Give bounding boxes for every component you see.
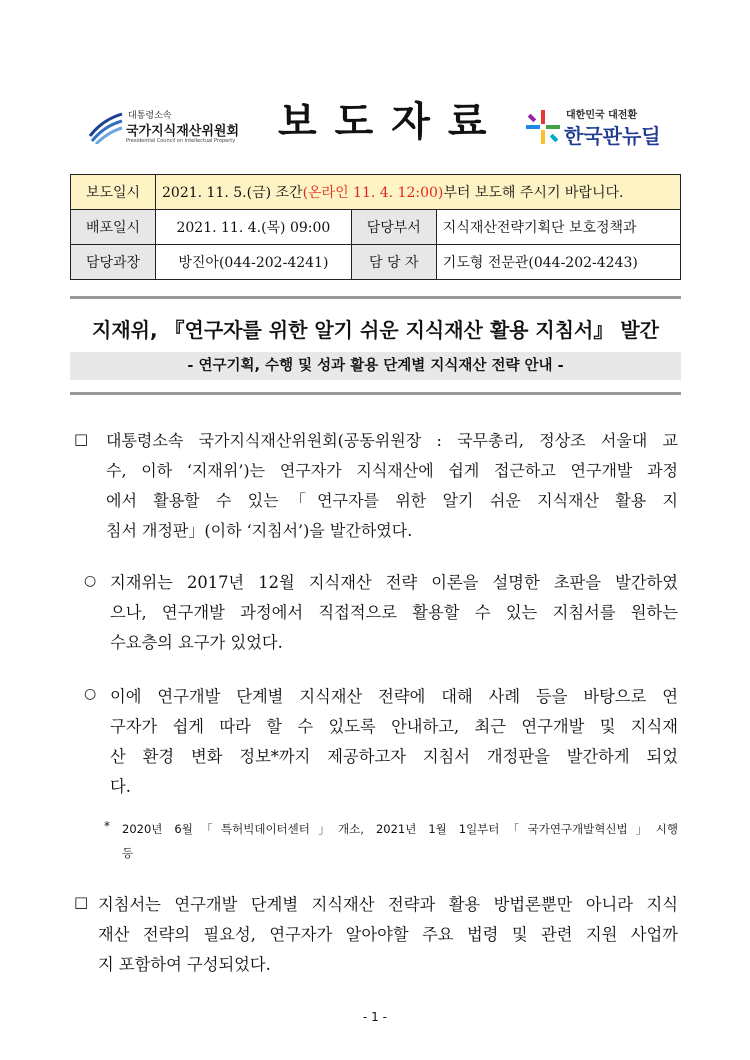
paragraph-line: 으나, 연구개발 과정에서 직접적으로 활용할 수 있는 지침서를 원하는 [110, 603, 678, 622]
manager-value: 방진아(044-202-4241) [156, 245, 352, 280]
manager-label: 담당과장 [71, 245, 156, 280]
page-number: - 1 - [363, 1010, 387, 1024]
release-info-table [70, 174, 681, 280]
paragraph-line: 침서 개정판」(이하 ‘지침서’)을 발간하였다. [106, 521, 413, 540]
square-bullet-icon: □ [74, 430, 89, 448]
headline-top-rule [70, 296, 681, 299]
council-logo-name: 국가지식재산위원회 [126, 124, 240, 139]
distribution-date-value: 2021. 11. 4.(목) 09:00 [156, 210, 352, 245]
new-deal-logo [524, 104, 674, 154]
online-release-time: (온라인 11. 4. 12:00) [302, 185, 444, 201]
circle-bullet-icon: ○ [84, 686, 97, 702]
council-logo-english: Presidential Council on Intellectual Property [126, 138, 236, 144]
paragraph-line: 지재위는 2017년 12월 지식재산 전략 이론을 설명한 초판을 발간하였 [110, 573, 678, 592]
circle-bullet-icon: ○ [84, 573, 97, 589]
footnote-line: 2020년 6월「특허빅데이터센터」개소, 2021년 1월 1일부터「국가연구개발혁신법」시행 [122, 822, 678, 836]
subheadline: - 연구기획, 수행 및 성과 활용 단계별 지식재산 전략 안내 - [70, 352, 681, 380]
header [0, 88, 750, 178]
paragraph-line: 수, 이하 ‘지재위’)는 연구자가 지식재산에 쉽게 접근하고 연구개발 과정 [106, 461, 678, 480]
paragraph-line: 구자가 쉽게 따라 할 수 있도록 안내하고, 최근 연구개발 및 지식재 [110, 717, 678, 736]
page-title: 보도자료 [278, 99, 505, 145]
paragraph-1 [106, 426, 678, 546]
paragraph-line: 수요층의 요구가 있었다. [110, 633, 283, 652]
department-label: 담당부서 [351, 210, 436, 245]
department-value: 지식재산전략기획단 보호정책과 [436, 210, 680, 245]
council-logo [88, 106, 258, 156]
paragraph-2 [110, 568, 678, 658]
distribution-row [71, 210, 681, 245]
paragraph-line: 에서 활용할 수 있는「연구자를 위한 알기 쉬운 지식재산 활용 지 [106, 491, 678, 510]
paragraph-line: 지 포함하여 구성되었다. [98, 955, 271, 974]
council-logo-line1: 대통령소속 [128, 111, 172, 121]
new-deal-name: 한국판뉴딜 [564, 124, 661, 148]
square-bullet-icon: □ [74, 893, 89, 911]
headline: 지재위, 『연구자를 위한 알기 쉬운 지식재산 활용 지침서』 발간 [92, 318, 659, 342]
new-deal-slogan: 대한민국 대전환 [566, 110, 638, 121]
new-deal-emblem-icon [524, 108, 562, 148]
release-date-label: 보도일시 [71, 175, 156, 210]
distribution-date-label: 배포일시 [71, 210, 156, 245]
release-row [71, 175, 681, 210]
paragraph-3 [110, 682, 678, 802]
headline-bottom-rule [70, 392, 681, 395]
release-date-value: 2021. 11. 5.(금) 조간(온라인 11. 4. 12:00)부터 보도해 주시기 바랍니다. [156, 175, 681, 210]
paragraph-line: 이에 연구개발 단계별 지식재산 전략에 대해 사례 등을 바탕으로 연 [110, 687, 678, 706]
footnote-line: 등 [122, 846, 134, 860]
council-emblem-icon [88, 110, 124, 144]
paragraph-line: 재산 전략의 필요성, 연구자가 알아야할 주요 법령 및 관련 지원 사업까 [98, 925, 678, 944]
paragraph-line: 산 환경 변화 정보*까지 제공하고자 지침서 개정판을 발간하게 되었 [110, 747, 678, 766]
footnote-mark: * [104, 819, 110, 833]
footnote [122, 817, 678, 865]
staff-label: 담 당 자 [351, 245, 436, 280]
paragraph-line: 지침서는 연구개발 단계별 지식재산 전략과 활용 방법론뿐만 아니라 지식 [98, 895, 678, 914]
contact-row [71, 245, 681, 280]
paragraph-4 [98, 890, 678, 980]
staff-value: 기도형 전문관(044-202-4243) [436, 245, 680, 280]
paragraph-line: 대통령소속 국가지식재산위원회(공동위원장 : 국무총리, 정상조 서울대 교 [106, 431, 678, 450]
paragraph-line: 다. [110, 777, 131, 796]
